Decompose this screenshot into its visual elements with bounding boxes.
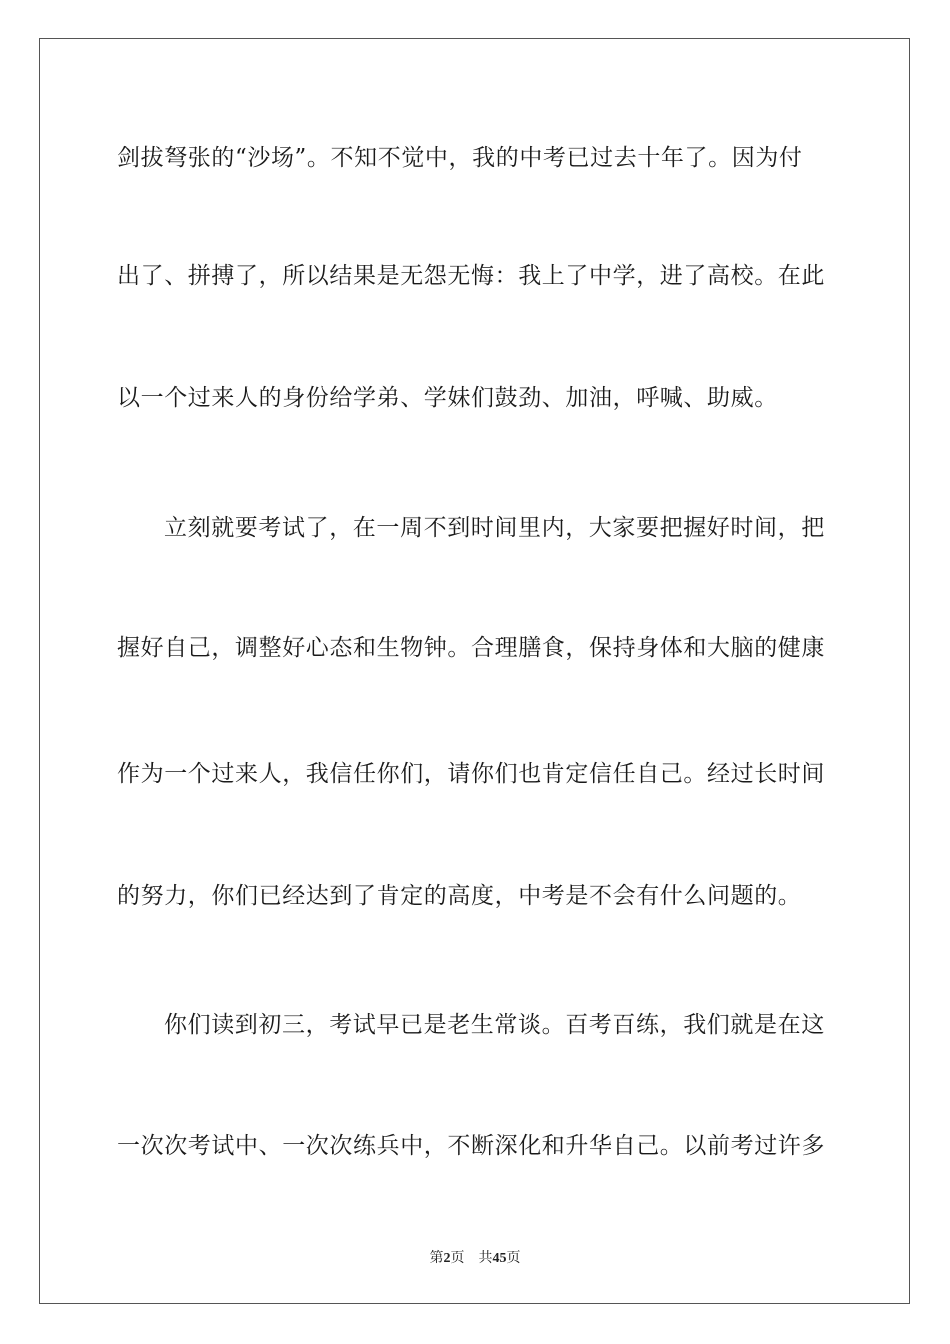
paragraph-3-line-2: 一次次考试中、一次次练兵中，不断深化和升华自己。以前考过许多: [117, 1133, 825, 1159]
page-suffix: 页: [450, 1250, 465, 1266]
body-text-line-1: 剑拔弩张的“沙场”。不知不觉中，我的中考已过去十年了。因为付: [117, 145, 803, 171]
page-border: [39, 38, 910, 1304]
total-pages: 45: [492, 1251, 507, 1266]
paragraph-2-line-2: 握好自己，调整好心态和生物钟。合理膳食，保持身体和大脑的健康: [117, 635, 825, 661]
paragraph-3-line-1: 你们读到初三，考试早已是老生常谈。百考百练，我们就是在这: [164, 1012, 825, 1038]
paragraph-2-line-4: 的努力，你们已经达到了肯定的高度，中考是不会有什么问题的。: [117, 883, 802, 909]
body-text-line-2: 出了、拼搏了，所以结果是无怨无悔：我上了中学，进了高校。在此: [117, 263, 825, 289]
page-prefix: 第: [429, 1250, 444, 1266]
body-text-line-3: 以一个过来人的身份给学弟、学妹们鼓劲、加油，呼喊、助威。: [117, 385, 778, 411]
total-prefix: 共: [478, 1250, 493, 1266]
total-suffix: 页: [506, 1250, 521, 1266]
paragraph-2-line-3: 作为一个过来人，我信任你们，请你们也肯定信任自己。经过长时间: [117, 761, 825, 787]
page-number: 2: [443, 1251, 451, 1266]
page-footer: [0, 1249, 950, 1268]
paragraph-2-line-1: 立刻就要考试了，在一周不到时间里内，大家要把握好时间，把: [164, 515, 825, 541]
